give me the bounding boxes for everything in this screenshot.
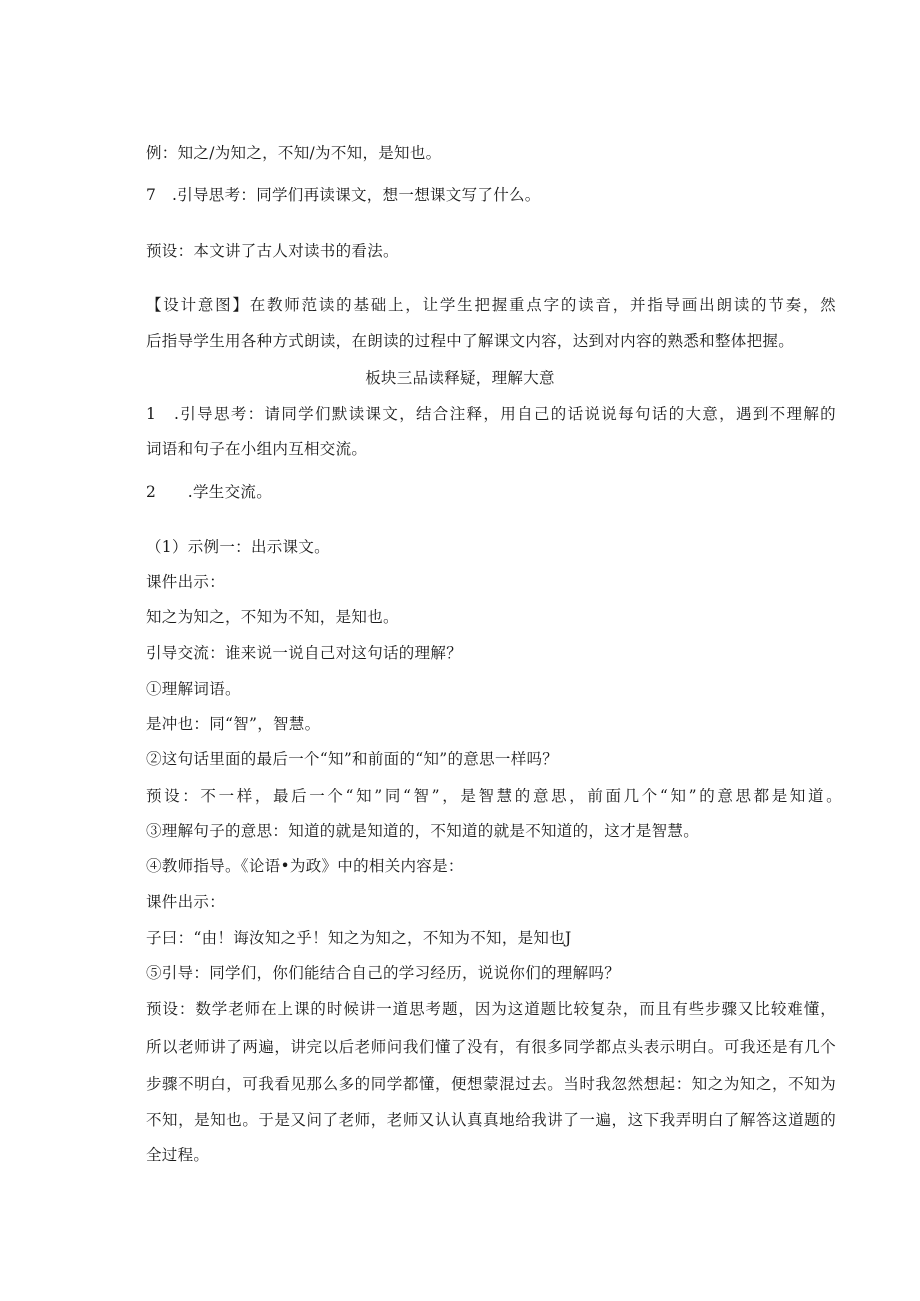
item-5-guide: ⑤引导：同学们，你们能结合自己的学习经历，说说你们的理解吗？ [146,964,621,982]
example-one-heading: （1）示例一：出示课文。 [146,538,330,556]
step-1-guide-line-2: 词语和句子在小组内互相交流。 [146,440,368,458]
step-1-guide-line-1: 1 .引导思考：请同学们默读课文，结合注释，用自己的话说说每句话的大意，遇到不理解的 [146,405,836,423]
preset-paragraph-line-5: 全过程。 [146,1146,210,1164]
preset-paragraph-line-2: 所以老师讲了两遍，讲完以后老师问我们懂了没有，有很多同学都点头表示明白。可我还是有几个 [146,1038,836,1056]
section-heading: 板块三品读释疑，理解大意 [365,369,555,387]
quote-text-2: 子曰：“由！诲汝知之乎！知之为知之，不知为不知，是知也J [146,929,572,947]
item-1-understand-words: ①理解词语。 [146,680,241,698]
preset-answer-1: 预设：本文讲了古人对读书的看法。 [146,242,399,260]
courseware-label-2: 课件出示： [146,893,226,911]
guide-exchange: 引导交流：谁来说一说自己对这句话的理解？ [146,644,463,662]
preset-paragraph-line-3: 步骤不明白，可我看见那么多的同学都懂，便想蒙混过去。当时我忽然想起：知之为知之，不知为 [146,1075,836,1093]
step-7-guide-think: 7 .引导思考：同学们再读课文，想一想课文写了什么。 [146,186,541,204]
preset-paragraph-line-1: 预设：数学老师在上课的时候讲一道思考题，因为这道题比较复杂，而且有些步骤又比较难懂， [146,1000,836,1018]
example-pause-line: 例：知之/为知之，不知/为不知，是知也。 [146,144,442,162]
word-explanation: 是冲也：同“智”，智慧。 [146,715,321,733]
step-2-student-exchange: 2 .学生交流。 [146,483,272,501]
courseware-label-1: 课件出示： [146,573,226,591]
design-intent-line-2: 后指导学生用各种方式朗读，在朗读的过程中了解课文内容，达到对内容的熟悉和整体把握。 [146,332,794,350]
item-2-question: ②这句话里面的最后一个“知”和前面的“知”的意思一样吗？ [146,750,559,768]
preset-answer-2: 预设：不一样，最后一个“知”同“智”，是智慧的意思，前面几个“知”的意思都是知道。 [146,787,842,805]
item-4-teacher-guide: ④教师指导。《论语•为政》中的相关内容是： [146,857,464,875]
quote-text-1: 知之为知之，不知为不知，是知也。 [146,608,399,626]
design-intent-line-1: 【设计意图】在教师范读的基础上，让学生把握重点字的读音，并指导画出朗读的节奏，然 [146,296,836,314]
item-3-sentence-meaning: ③理解句子的意思：知道的就是知道的，不知道的就是不知道的，这才是智慧。 [146,822,700,840]
preset-paragraph-line-4: 不知，是知也。于是又问了老师，老师又认认真真地给我讲了一遍，这下我弄明白了解答这道题的 [146,1111,836,1129]
